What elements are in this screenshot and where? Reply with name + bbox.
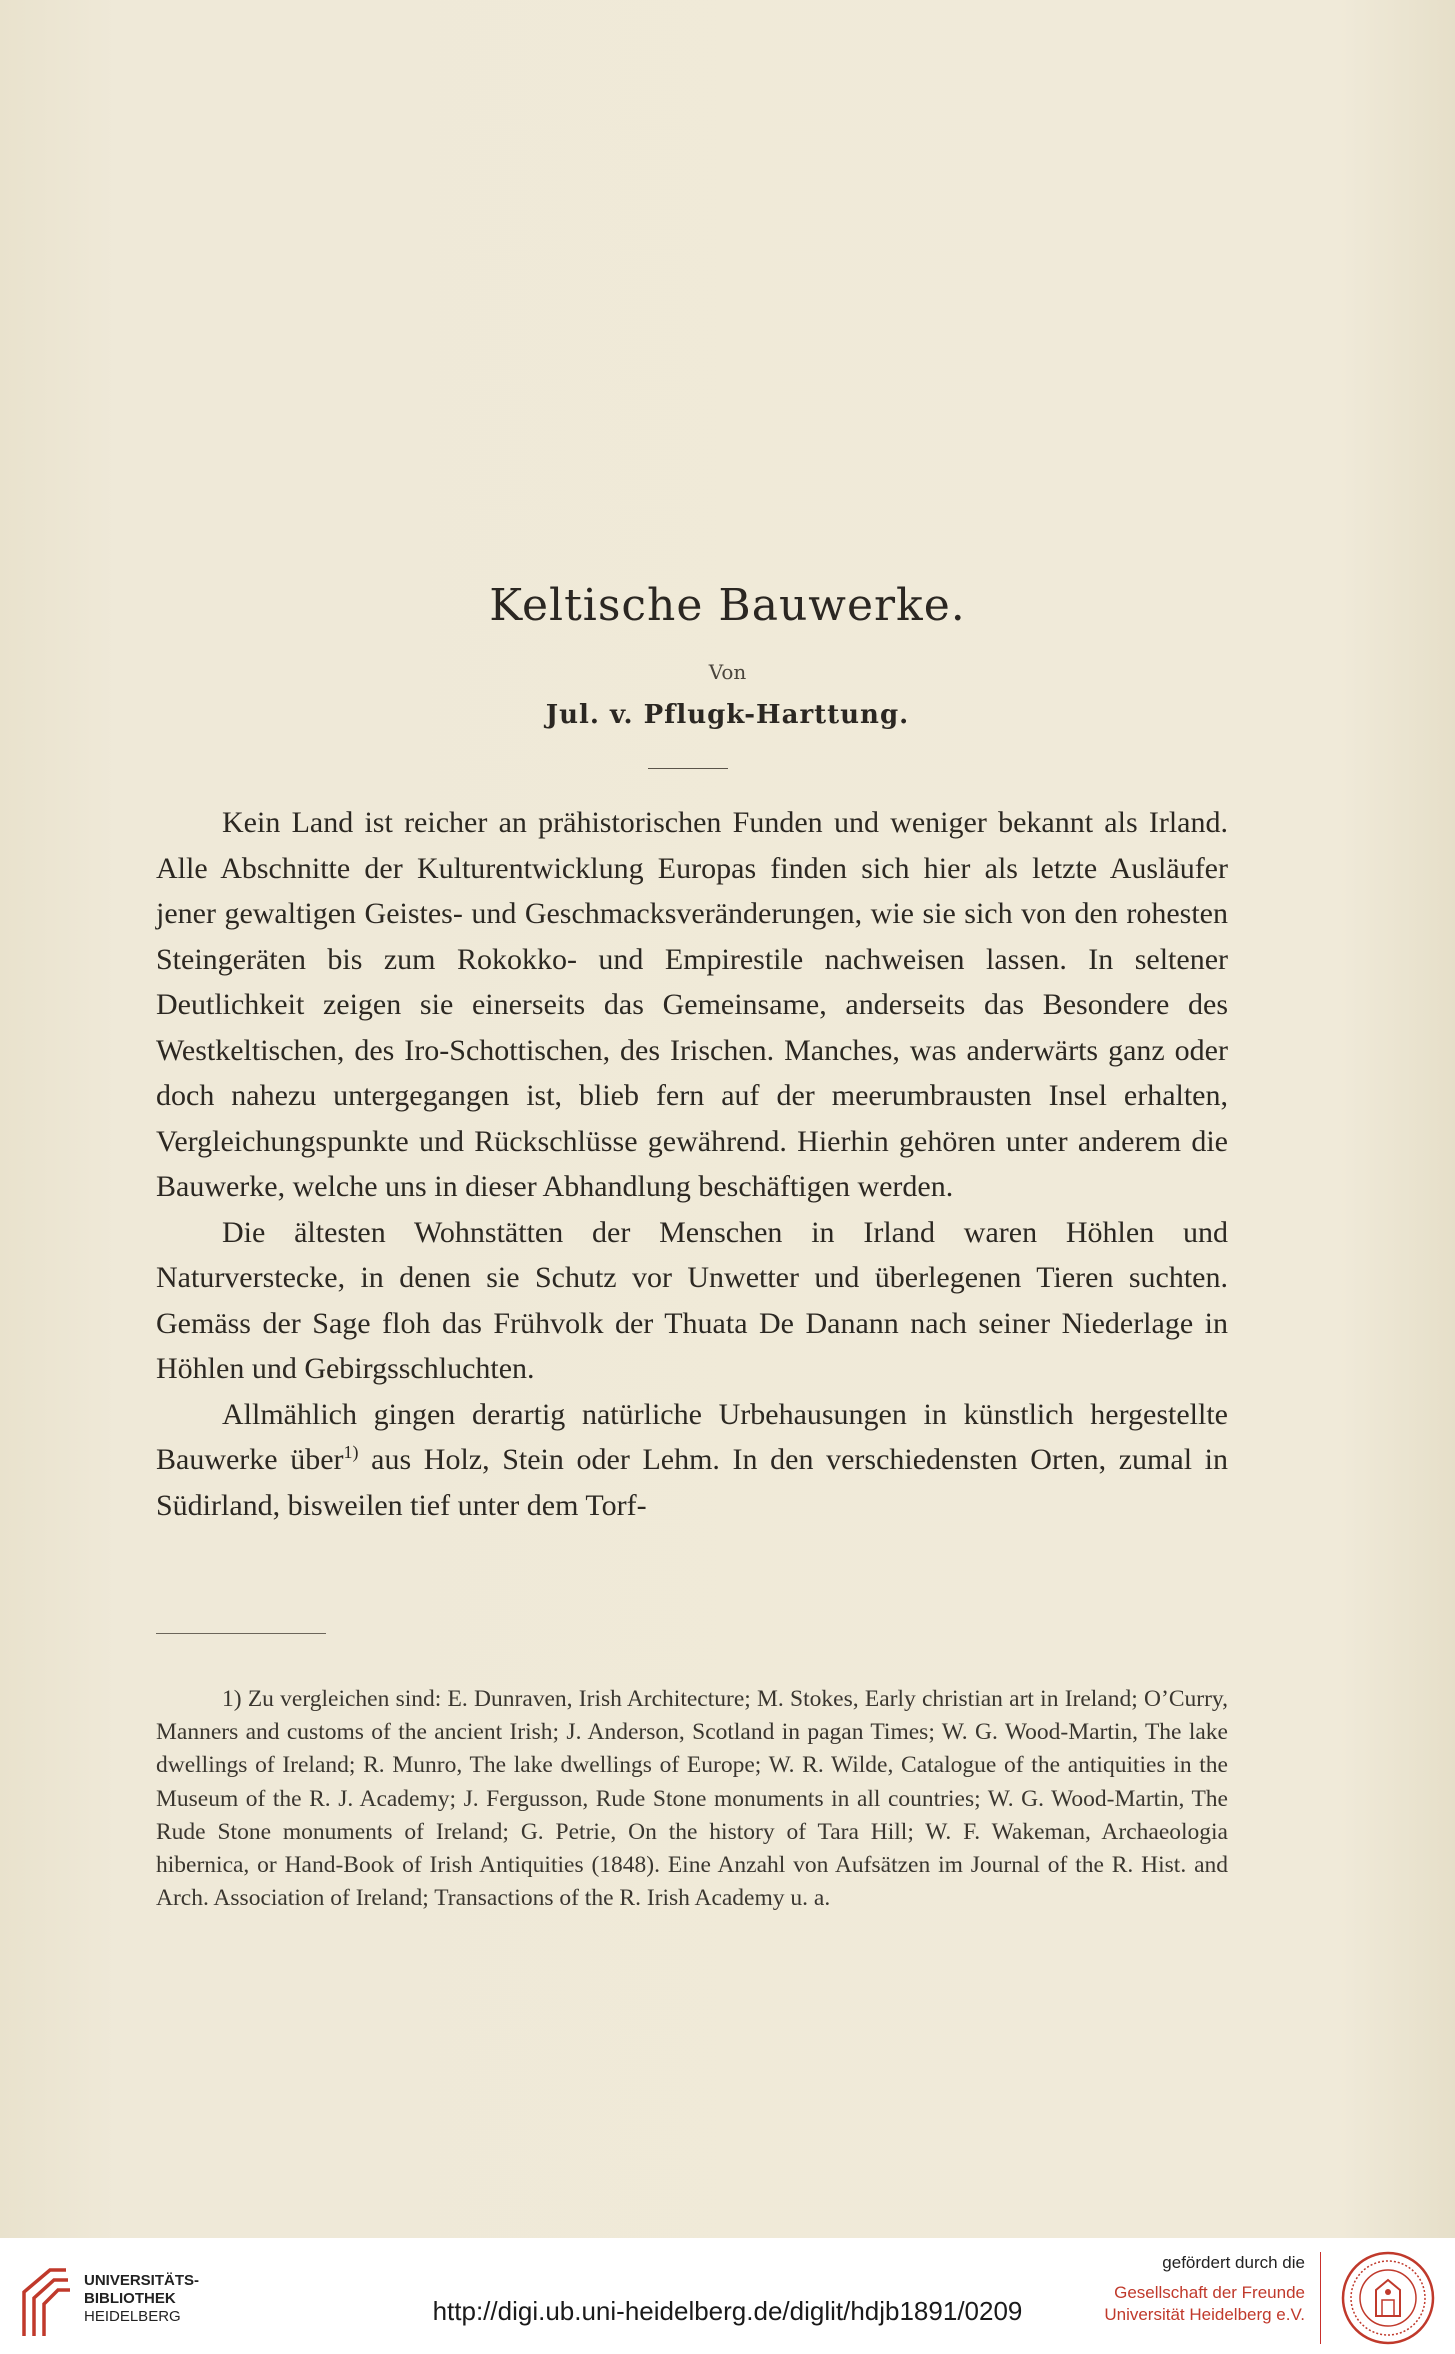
byline-prefix: Von [708, 660, 747, 684]
footer-divider [1320, 2252, 1321, 2344]
library-name-line-2: BIBLIOTHEK [84, 2290, 176, 2307]
sponsor-lead: gefördert durch die [1162, 2253, 1305, 2272]
library-name-line-1: UNIVERSITÄTS- [84, 2272, 200, 2289]
sponsor-org-line-2: Universität Heidelberg e.V. [1104, 2305, 1305, 2324]
footnote-divider [156, 1633, 326, 1634]
university-seal-icon [1340, 2250, 1436, 2346]
article-title: Keltische Bauwerke. [489, 580, 966, 631]
sponsor-credit [1104, 2252, 1305, 2326]
footnote-1: 1) Zu vergleichen sind: E. Dunraven, Irish Architecture; M. Stokes, Early christian art in Ireland; O’Curry, Manners and customs of the ancient Irish; J. Anderson, Scotland in pagan Times; W. G. Wood-Martin, The lake dwellings of Ireland; R. Munro, The lake dwellings of Europe; W. R. Wilde, Catalogue of the antiquities in the Museum of the R. J. Academy; J. Fergusson, Rude Stone monuments in all countries; W. G. Wood-Martin, The Rude Stone monuments of Ireland; G. Petrie, On the history of Tara Hill; W. F. Wakeman, Archaeologia hibernica, or Hand-Book of Irish Antiquities (1848). Eine Anzahl von Aufsätzen im Journal of the R. Hist. and Arch. Association of Ireland; Transactions of the R. Irish Academy u. a. [156, 1686, 1228, 1912]
paragraph-3-text-end: aus Holz, Stein oder Lehm. In den verschiedensten Orten, zumal in Südirland, bisweilen tief unter dem Torf- [156, 1443, 1228, 1522]
paragraph-2: Die ältesten Wohnstätten der Menschen in Irland waren Höhlen und Naturverstecke, in denen sie Schutz vor Unwetter und überlegenen Tieren suchten. Gemäss der Sage floh das Frühvolk der Thuata De Danann nach seiner Niederlage in Höhlen und Gebirgsschluchten. [156, 1215, 1228, 1385]
sponsor-org-line-1: Gesellschaft der Freunde [1114, 2283, 1305, 2302]
library-name-line-3: HEIDELBERG [84, 2308, 181, 2325]
paragraph-1: Kein Land ist reicher an prähistorischen Funden und weniger bekannt als Irland. Alle Abschnitte der Kulturentwicklung Europas finden sich hier als letzte Ausläufer jener gewaltigen Geistes- und Geschmacksveränderungen, wie sie sich von den rohesten Steingeräten bis zum Rokokko- und Empirestile nachweisen lassen. In seltener Deutlichkeit zeigen sie einerseits das Gemeinsame, anderseits das Besondere des Westkeltischen, des Iro-Schottischen, des Irischen. Manches, was anderwärts ganz oder doch nahezu untergegangen ist, blieb fern auf der meerumbrausten Insel erhalten, Vergleichungspunkte und Rückschlüsse gewährend. Hierhin gehören unter anderem die Bauwerke, welche uns in dieser Abhandlung beschäftigen werden. [156, 806, 1228, 1203]
article-body [156, 800, 1228, 1528]
title-divider [648, 768, 728, 769]
footer-bar [0, 2238, 1455, 2354]
paragraph-3-text-start: Allmählich gingen derartig natürliche Urbehausungen in künstlich hergestellte Bauwerke über [156, 1397, 1228, 1476]
permalink-url[interactable]: http://digi.ub.uni-heidelberg.de/diglit/hdjb1891/0209 [432, 2296, 1023, 2326]
paragraph-3 [156, 1392, 1228, 1529]
footnote-reference[interactable]: 1) [343, 1442, 359, 1462]
article-author: Jul. v. Pflugk-Harttung. [545, 700, 910, 730]
